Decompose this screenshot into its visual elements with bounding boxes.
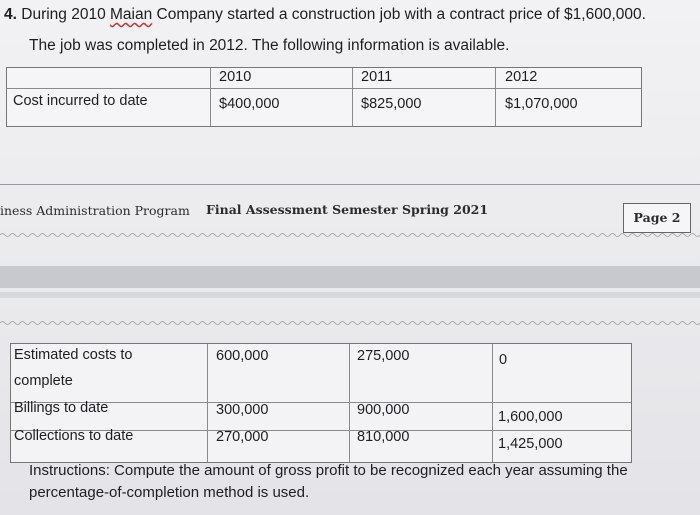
cost-table <box>6 67 642 127</box>
question-text-start: During 2010 <box>21 6 106 23</box>
cost-2012: $1,070,000 <box>505 96 578 112</box>
header-divider <box>7 88 641 89</box>
page-gap-band <box>0 266 700 288</box>
collections-2012: 1,425,000 <box>498 436 563 452</box>
billings-2010: 300,000 <box>216 402 269 418</box>
wavy-divider <box>0 320 700 326</box>
instructions-line-1: Instructions: Compute the amount of gross profit to be recognized each year assuming the <box>29 462 628 479</box>
column-divider <box>495 68 496 126</box>
cost-2010: $400,000 <box>219 96 280 112</box>
instructions-line-2: percentage-of-completion method is used. <box>29 484 310 501</box>
row-label-billings: Billings to date <box>14 400 109 416</box>
row-label-estimated-costs: Estimated costs to <box>14 347 133 363</box>
row-label-estimated-costs-cont: complete <box>14 373 73 389</box>
page-gap-shadow <box>0 292 700 298</box>
estimated-2010: 600,000 <box>216 348 269 364</box>
column-divider <box>352 68 353 126</box>
estimates-table <box>10 343 632 463</box>
row-label-cost-incurred: Cost incurred to date <box>13 93 148 109</box>
column-divider <box>210 68 211 126</box>
collections-2011: 810,000 <box>357 429 410 445</box>
estimated-2012: 0 <box>499 352 508 368</box>
row-label-collections: Collections to date <box>14 428 134 444</box>
question-line-1 <box>4 6 646 24</box>
year-header-2012: 2012 <box>505 69 538 85</box>
wavy-divider <box>0 232 700 238</box>
company-name: Maian <box>110 6 153 23</box>
assessment-title: Final Assessment Semester Spring 2021 <box>206 202 489 217</box>
question-text-end: Company started a construction job with a contract price of $1,600,000. <box>156 6 646 23</box>
billings-2012: 1,600,000 <box>498 409 563 425</box>
page-number-box: Page 2 <box>623 203 691 233</box>
column-divider <box>349 344 350 462</box>
question-number: 4. <box>4 6 17 23</box>
cost-2011: $825,000 <box>361 96 422 112</box>
page-rule <box>0 184 700 185</box>
column-divider <box>492 344 493 462</box>
program-name: iness Administration Program <box>0 203 190 218</box>
billings-2011: 900,000 <box>357 402 410 418</box>
collections-2010: 270,000 <box>216 429 269 445</box>
year-header-2010: 2010 <box>219 69 252 85</box>
estimated-2011: 275,000 <box>357 348 410 364</box>
column-divider <box>207 344 208 462</box>
year-header-2011: 2011 <box>361 69 393 85</box>
question-line-2: The job was completed in 2012. The following information is available. <box>29 37 510 54</box>
